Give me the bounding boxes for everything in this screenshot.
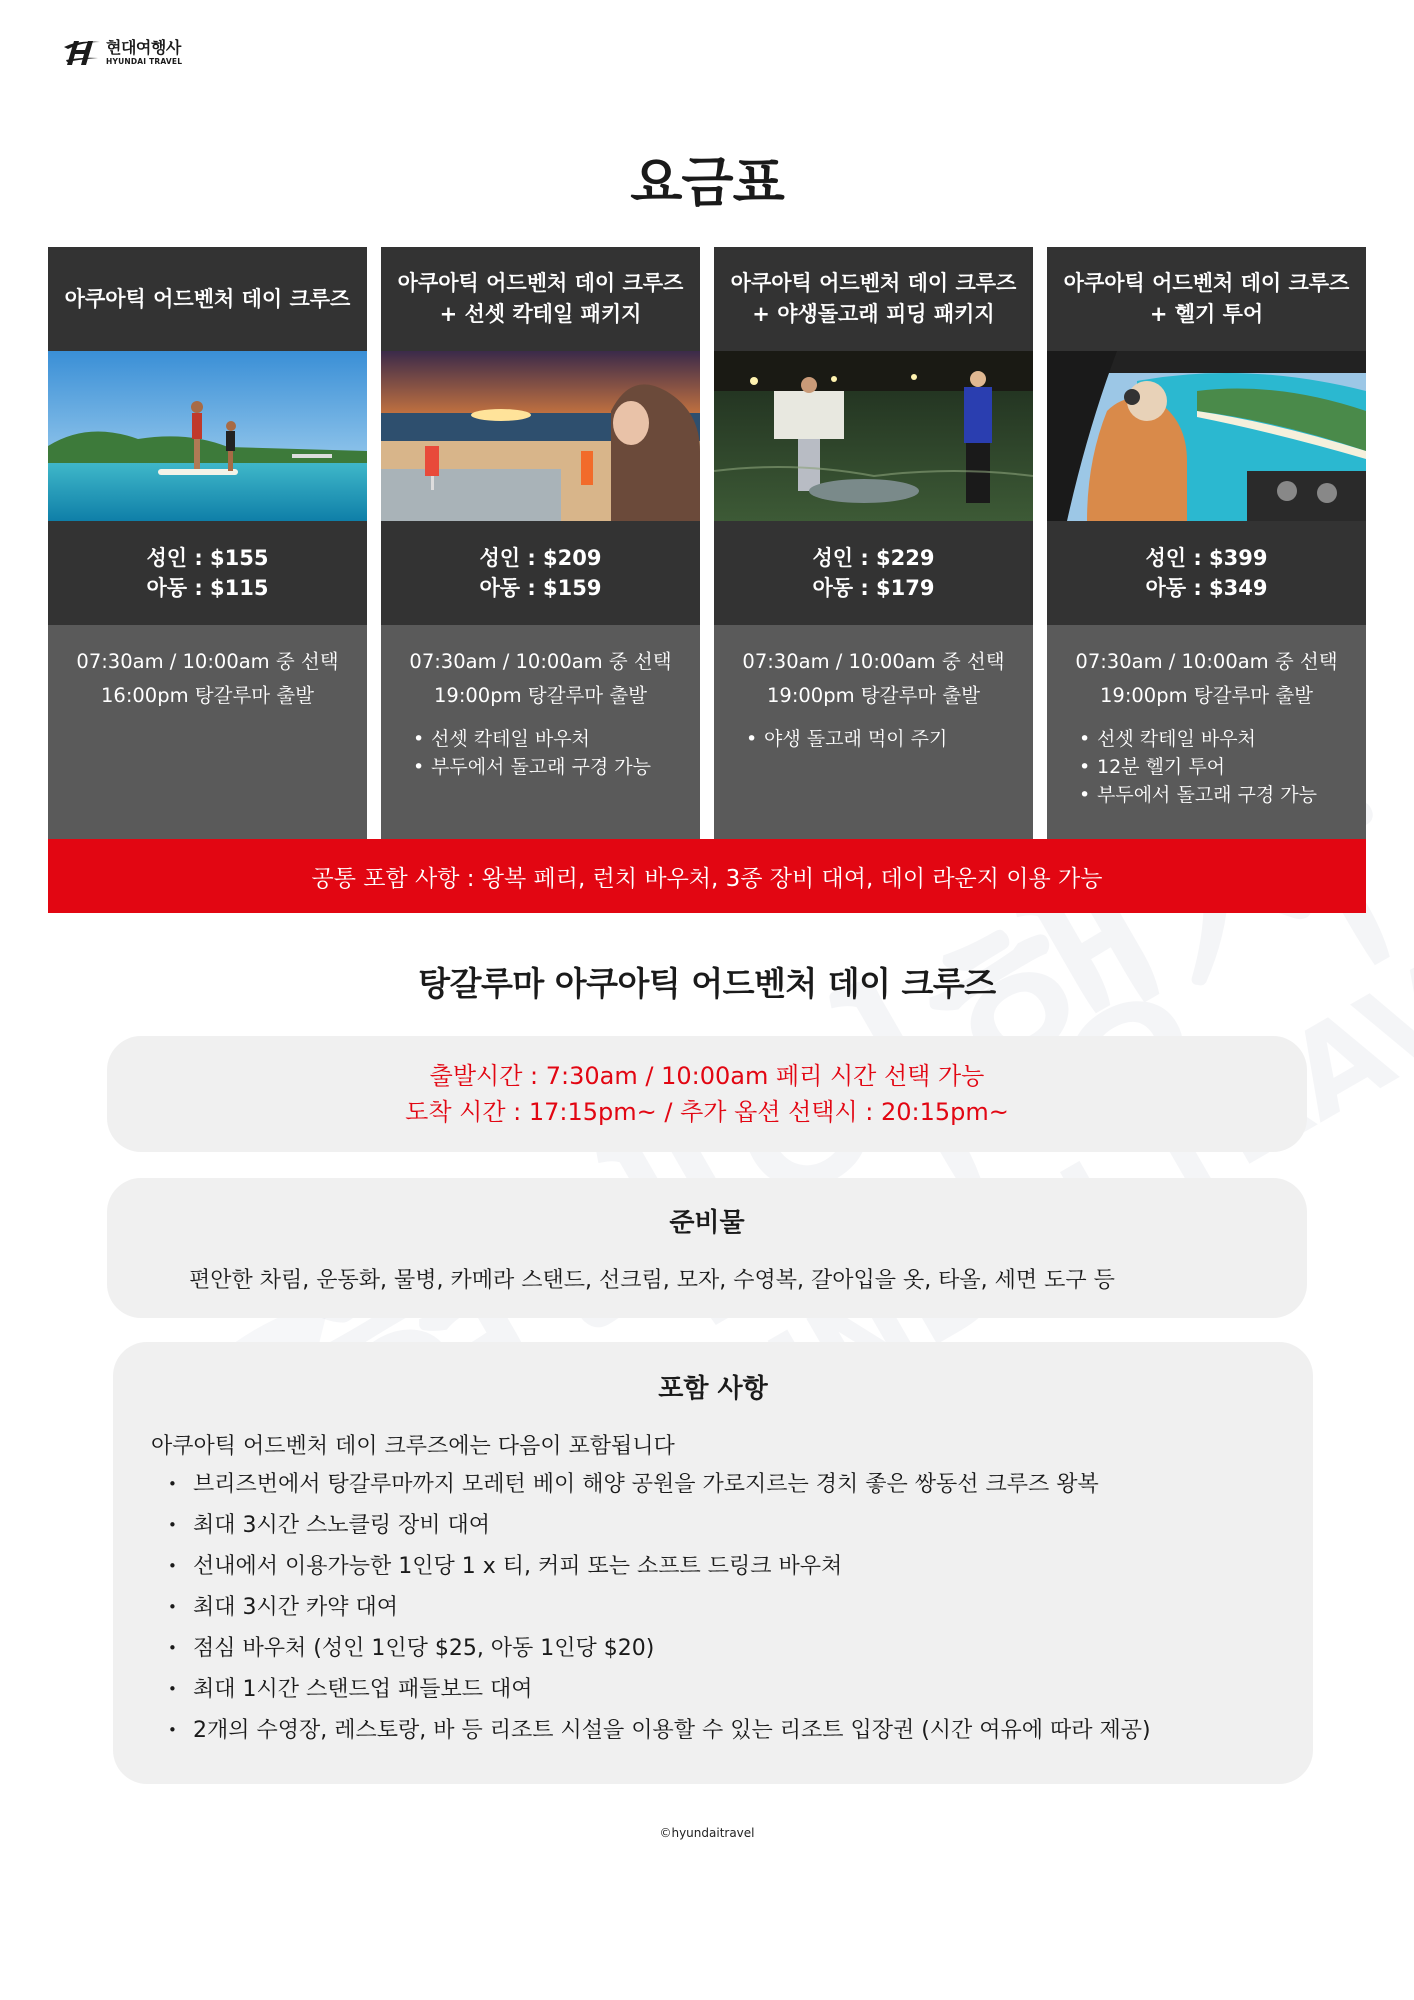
list-item: • 야생 돌고래 먹이 주기 — [746, 725, 1021, 753]
list-item: • 최대 3시간 카약 대여 — [168, 1587, 1313, 1628]
copyright-text: ©hyundaitravel — [659, 1826, 755, 1840]
list-item: • 선셋 칵테일 바우처 — [1079, 725, 1354, 753]
adult-price: 성인 : $209 — [479, 546, 602, 570]
brand-logo — [64, 38, 182, 68]
price-block — [48, 521, 367, 625]
schedule-line: 19:00pm 탕갈루마 출발 — [434, 684, 647, 707]
preparation-title: 준비물 — [669, 1208, 745, 1238]
column-header-line: 아쿠아틱 어드벤처 데이 크루즈 — [730, 271, 1017, 295]
arrival-time: 도착 시간 : 17:15pm~ / 추가 옵션 선택시 : 20:15pm~ — [405, 1098, 1009, 1126]
column-header — [381, 247, 700, 351]
list-item: • 브리즈번에서 탕갈루마까지 모레턴 베이 해양 공원을 가로지르는 경치 좋은 쌍동선 크루즈 왕복 — [168, 1464, 1313, 1505]
column-header-line: + 야생돌고래 피딩 패키지 — [752, 302, 995, 326]
schedule-line: 19:00pm 탕갈루마 출발 — [767, 684, 980, 707]
adult-price: 성인 : $399 — [1145, 546, 1268, 570]
list-item: • 최대 1시간 스탠드업 패들보드 대여 — [168, 1669, 1313, 1710]
inclusions-list — [113, 1464, 1313, 1751]
child-price: 아동 : $159 — [479, 576, 602, 600]
hyundai-travel-logo-icon — [64, 38, 100, 68]
helicopter-tour-photo — [1047, 351, 1366, 521]
adult-price: 성인 : $229 — [812, 546, 935, 570]
column-details — [714, 625, 1033, 839]
column-header — [714, 247, 1033, 351]
pricing-column-helicopter — [1047, 247, 1366, 839]
pricing-table — [48, 247, 1366, 913]
inclusions-title: 포함 사항 — [658, 1374, 768, 1404]
column-details — [1047, 625, 1366, 839]
section-title: 탕갈루마 아쿠아틱 어드벤처 데이 크루즈 — [418, 964, 996, 1003]
list-item: • 선내에서 이용가능한 1인당 1 x 티, 커피 또는 소프트 드링크 바우쳐 — [168, 1546, 1313, 1587]
child-price: 아동 : $115 — [146, 576, 269, 600]
column-header — [1047, 247, 1366, 351]
list-item: • 점심 바우처 (성인 1인당 $25, 아동 1인당 $20) — [168, 1628, 1313, 1669]
column-header — [48, 247, 367, 351]
schedule-line: 07:30am / 10:00am 중 선택 — [742, 650, 1005, 673]
dolphin-feeding-photo — [714, 351, 1033, 521]
schedule-line: 07:30am / 10:00am 중 선택 — [1075, 650, 1338, 673]
departure-time: 출발시간 : 7:30am / 10:00am 페리 시간 선택 가능 — [429, 1062, 985, 1090]
inclusions-box — [113, 1342, 1313, 1784]
sunset-cocktail-photo — [381, 351, 700, 521]
column-header-line: + 헬기 투어 — [1149, 302, 1264, 326]
column-header-line: 아쿠아틱 어드벤처 데이 크루즈 — [1063, 271, 1350, 295]
column-bullet-list — [726, 725, 1021, 753]
pricing-column-sunset-cocktail — [381, 247, 700, 839]
column-details — [381, 625, 700, 839]
adult-price: 성인 : $155 — [146, 546, 269, 570]
price-block — [1047, 521, 1366, 625]
cruise-times-box — [107, 1036, 1307, 1152]
logo-english-name: HYUNDAI TRAVEL — [106, 57, 183, 67]
preparation-items: 편안한 차림, 운동화, 물병, 카메라 스탠드, 선크림, 모자, 수영복, 갈아입을 옷, 타올, 세면 도구 등 — [189, 1268, 1115, 1293]
price-block — [714, 521, 1033, 625]
list-item: • 선셋 칵테일 바우처 — [413, 725, 688, 753]
paddleboard-photo — [48, 351, 367, 521]
column-details — [48, 625, 367, 839]
logo-korean-name: 현대여행사 — [106, 38, 181, 58]
schedule-line: 16:00pm 탕갈루마 출발 — [101, 684, 314, 707]
column-bullet-list — [1059, 725, 1354, 809]
common-inclusions-bar: 공통 포함 사항 : 왕복 페리, 런치 바우처, 3종 장비 대여, 데이 라운지 이용 가능 — [48, 839, 1366, 913]
list-item: • 12분 헬기 투어 — [1079, 753, 1354, 781]
list-item: • 2개의 수영장, 레스토랑, 바 등 리조트 시설을 이용할 수 있는 리조트 입장권 (시간 여유에 따라 제공) — [168, 1710, 1313, 1751]
list-item: • 부두에서 돌고래 구경 가능 — [413, 753, 688, 781]
column-header-line: 아쿠아틱 어드벤처 데이 크루즈 — [64, 286, 351, 311]
column-bullet-list — [393, 725, 688, 781]
preparation-box — [107, 1178, 1307, 1318]
schedule-line: 07:30am / 10:00am 중 선택 — [409, 650, 672, 673]
page-title: 요금표 — [630, 151, 784, 214]
inclusions-intro: 아쿠아틱 어드벤처 데이 크루즈에는 다음이 포함됩니다 — [151, 1434, 675, 1459]
child-price: 아동 : $179 — [812, 576, 935, 600]
child-price: 아동 : $349 — [1145, 576, 1268, 600]
column-header-line: + 선셋 칵테일 패키지 — [439, 302, 642, 326]
schedule-line: 07:30am / 10:00am 중 선택 — [76, 650, 339, 673]
pricing-column-dolphin-feeding — [714, 247, 1033, 839]
column-header-line: 아쿠아틱 어드벤처 데이 크루즈 — [397, 271, 684, 295]
list-item: • 최대 3시간 스노클링 장비 대여 — [168, 1505, 1313, 1546]
price-block — [381, 521, 700, 625]
pricing-column-basic — [48, 247, 367, 839]
list-item: • 부두에서 돌고래 구경 가능 — [1079, 781, 1354, 809]
schedule-line: 19:00pm 탕갈루마 출발 — [1100, 684, 1313, 707]
